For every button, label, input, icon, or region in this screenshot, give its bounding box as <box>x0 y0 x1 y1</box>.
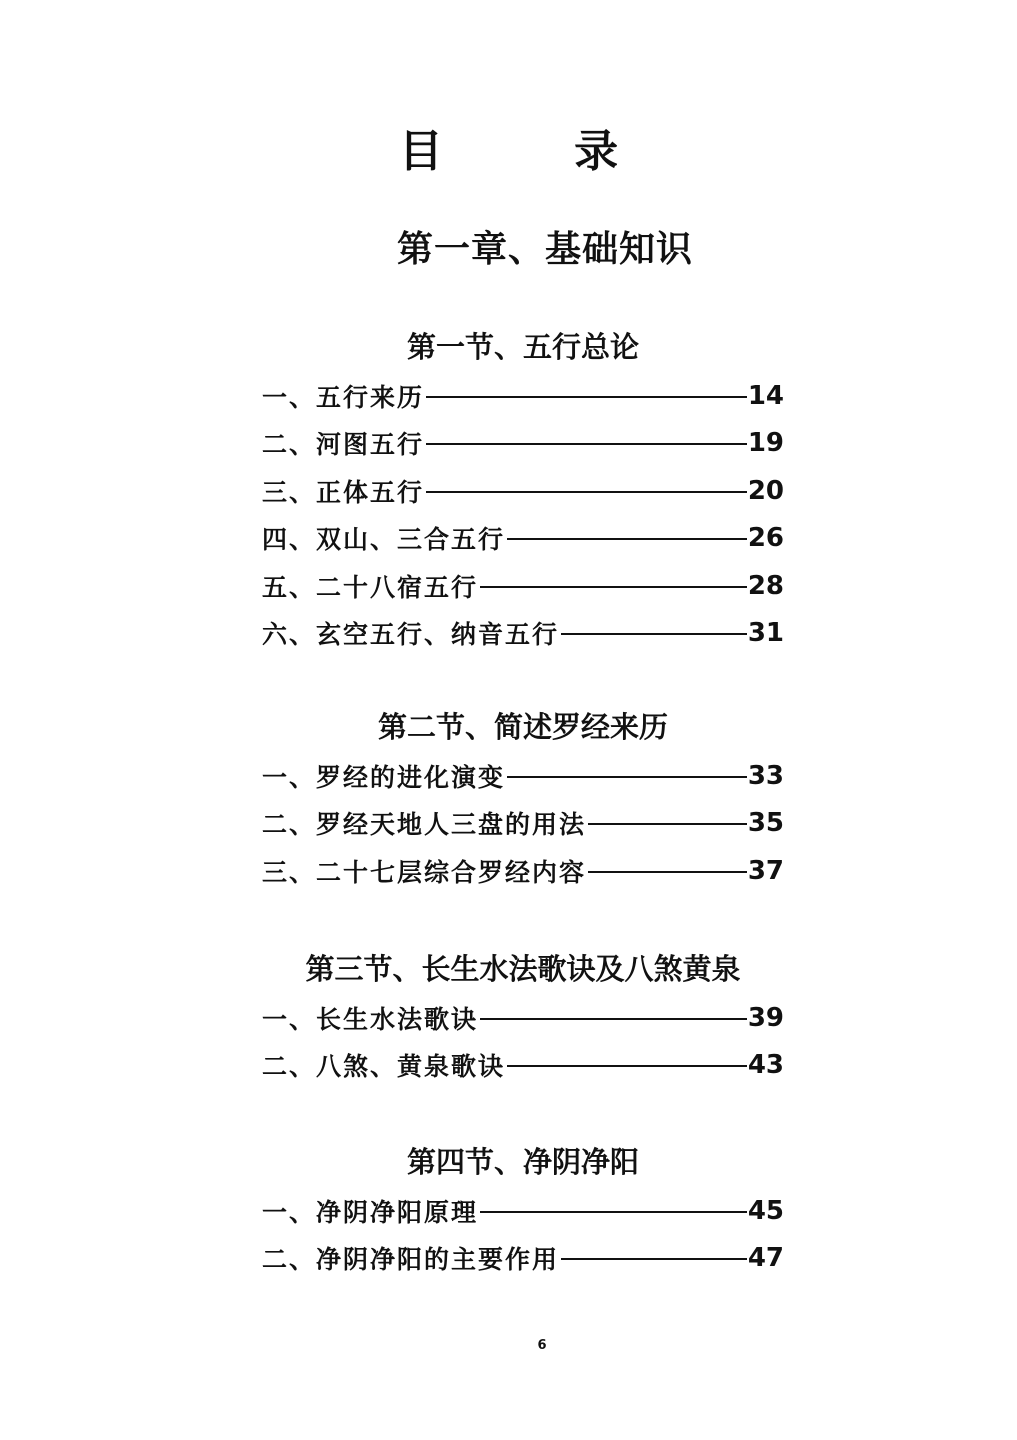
toc-entry[interactable] <box>262 515 784 563</box>
section-title: 第二节、简述罗经来历 <box>377 710 668 744</box>
toc-entry[interactable] <box>262 1235 784 1283</box>
toc-entry-label: 二、八煞、黄泉歌诀 <box>262 1052 506 1082</box>
toc-entry-label: 二、罗经天地人三盘的用法 <box>262 810 587 840</box>
toc-entry[interactable] <box>262 420 784 468</box>
toc-entry[interactable] <box>262 1042 784 1090</box>
page-title: 目 录 <box>398 126 677 177</box>
toc-entry[interactable] <box>262 1187 784 1235</box>
toc-entry-page: 14 <box>747 380 784 411</box>
dash-leader <box>561 633 747 635</box>
toc-entry[interactable] <box>262 372 784 420</box>
dash-leader <box>426 491 747 493</box>
toc-entry-page: 43 <box>747 1050 784 1081</box>
toc-entry-label: 二、净阴净阳的主要作用 <box>262 1245 560 1275</box>
dash-leader <box>561 1258 747 1260</box>
dash-leader <box>507 1065 747 1067</box>
toc-entry[interactable] <box>262 994 784 1042</box>
toc-entry-label: 一、五行来历 <box>262 382 425 412</box>
dash-leader <box>426 443 747 445</box>
toc-entry-page: 39 <box>747 1002 784 1033</box>
toc-section-4 <box>262 1137 784 1282</box>
dash-leader <box>588 871 747 873</box>
toc-section-2 <box>262 702 784 895</box>
toc-entry-label: 六、玄空五行、纳音五行 <box>262 620 560 650</box>
toc-entry-label: 一、净阴净阳原理 <box>262 1197 479 1227</box>
toc-entry[interactable] <box>262 800 784 848</box>
toc-entry-label: 一、长生水法歌诀 <box>262 1004 479 1034</box>
toc-entry-page: 37 <box>747 855 784 886</box>
toc-entry[interactable] <box>262 752 784 800</box>
toc-section-1 <box>262 322 784 657</box>
toc-entry-label: 五、二十八宿五行 <box>262 572 479 602</box>
section-title: 第一节、五行总论 <box>406 330 639 364</box>
dash-leader <box>507 538 747 540</box>
dash-leader <box>588 823 747 825</box>
toc-entry-label: 四、双山、三合五行 <box>262 525 506 555</box>
toc-entry-page: 33 <box>747 760 784 791</box>
toc-section-3 <box>262 944 784 1089</box>
toc-entry-label: 三、正体五行 <box>262 477 425 507</box>
section-title: 第四节、净阴净阳 <box>406 1145 639 1179</box>
toc-entry-page: 28 <box>747 570 784 601</box>
toc-entry-page: 47 <box>747 1243 784 1274</box>
dash-leader <box>507 776 747 778</box>
toc-entry-page: 19 <box>747 428 784 459</box>
toc-entry[interactable] <box>262 562 784 610</box>
toc-entry-page: 45 <box>747 1195 784 1226</box>
toc-entry[interactable] <box>262 847 784 895</box>
chapter-title: 第一章、基础知识 <box>396 229 693 270</box>
toc-entry-label: 一、罗经的进化演变 <box>262 762 506 792</box>
dash-leader <box>480 586 747 588</box>
section-title: 第三节、长生水法歌诀及八煞黄泉 <box>305 952 741 986</box>
toc-entry-page: 26 <box>747 523 784 554</box>
toc-entry-label: 二、河图五行 <box>262 430 425 460</box>
toc-entry[interactable] <box>262 610 784 658</box>
toc-entry[interactable] <box>262 467 784 515</box>
toc-entry-page: 35 <box>747 808 784 839</box>
dash-leader <box>426 396 747 398</box>
page-number: 6 <box>537 1338 547 1353</box>
dash-leader <box>480 1018 747 1020</box>
toc-entry-label: 三、二十七层综合罗经内容 <box>262 857 587 887</box>
toc-entry-page: 31 <box>747 618 784 649</box>
toc-entry-page: 20 <box>747 475 784 506</box>
dash-leader <box>480 1211 747 1213</box>
